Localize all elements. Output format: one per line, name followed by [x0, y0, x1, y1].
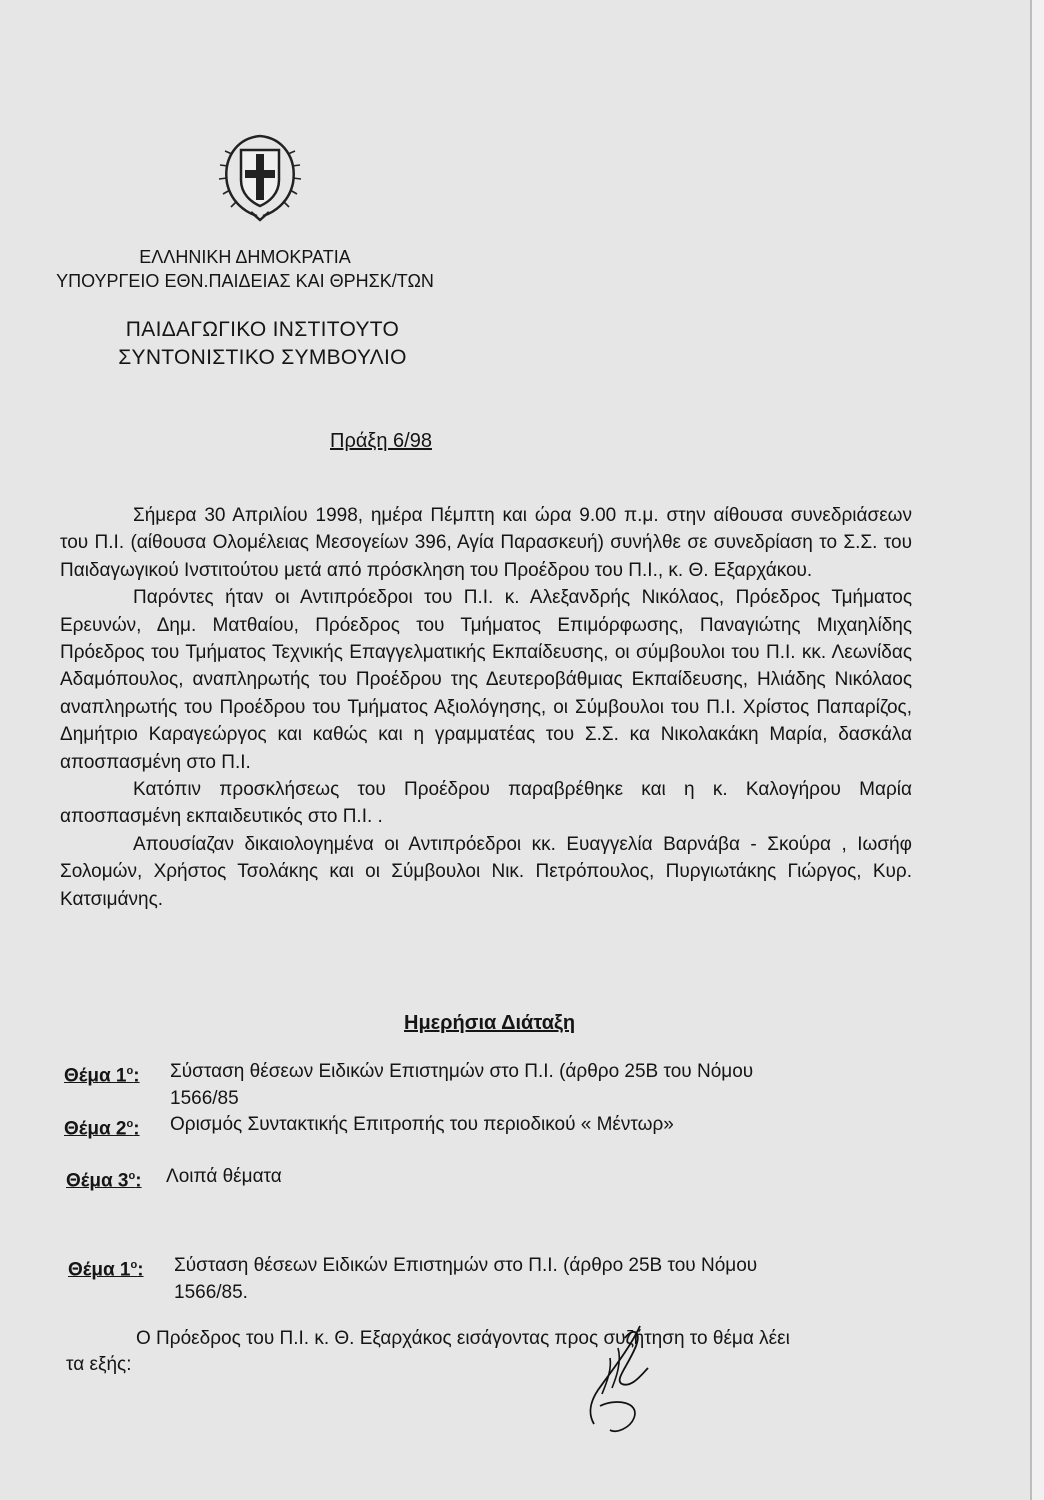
agenda-topic-text: Λοιπά θέματα: [166, 1166, 282, 1187]
ministry-name: ΥΠΟΥΡΓΕΙΟ ΕΘΝ.ΠΑΙΔΕΙΑΣ ΚΑΙ ΘΡΗΣΚ/ΤΩΝ: [56, 271, 434, 291]
absentees-paragraph: Απουσίαζαν δικαιολογημένα οι Αντιπρόεδροι κκ. Ευαγγελία Βαρνάβα - Σκούρα , Ιωσήφ Σολομών, Χρήστος Τσολάκης και οι Σύμβουλοι Νικ. Πετρόπουλος, Πυργιωτάκης Γιώργος, Κυρ. Κατσιμάνης.: [60, 833, 912, 910]
agenda-topic-label: Θέμα $1^o$:: [64, 1065, 140, 1087]
discussion-topic-text: Σύσταση θέσεων Ειδικών Επιστημών στο Π.Ι. (άρθρο 25Β του Νόμου 1566/85.: [174, 1255, 758, 1303]
agenda-title: Ημερήσια Διάταξη: [404, 1012, 576, 1034]
invited-paragraph: Κατόπιν προσκλήσεως του Προέδρου παραβρέθηκε και η κ. Καλογήρου Μαρία αποσπασμένη εκπαιδευτικός στο Π.Ι. .: [60, 779, 912, 828]
discussion-intro: [66, 1326, 926, 1378]
institute-name: ΠΑΙΔΑΓΩΓΙΚΟ ΙΝΣΤΙΤΟΥΤΟ: [125, 318, 400, 341]
opening-paragraph: Σήμερα 30 Απριλίου 1998, ημέρα Πέμπτη και ώρα 9.00 π.μ. στην αίθουσα συνεδριάσεων του Π.Ι. (αίθουσα Ολομέλειας Μεσογείων 396, Αγία Παρασκευή) συνήλθε σε συνεδρίαση το Σ.Σ. του Παιδαγωγικού Ινστιτούτου μετά από πρόσκληση του Προέδρου του Π.Ι., κ. Θ. Εξαρχάκου.: [60, 505, 912, 581]
minutes-body: [60, 502, 912, 913]
greek-coat-of-arms-emblem: [215, 128, 305, 224]
page-edge: [1032, 0, 1044, 1500]
agenda-topic-label: Θέμα $3^o$:: [66, 1170, 142, 1192]
intro-line-1: Ο Πρόεδρος του Π.Ι. κ. Θ. Εξαρχάκος εισάγοντας προς συζήτηση το θέμα λέει: [136, 1328, 790, 1349]
institute-heading: [0, 316, 525, 372]
country-name: ΕΛΛΗΝΙΚΗ ΔΗΜΟΚΡΑΤΙΑ: [139, 247, 351, 267]
letterhead: [0, 245, 490, 293]
agenda-topic-text: Σύσταση θέσεων Ειδικών Επιστημών στο Π.Ι. (άρθρο 25Β του Νόμου 1566/85: [170, 1061, 754, 1109]
attendees-paragraph: Παρόντες ήταν οι Αντιπρόεδροι του Π.Ι. κ. Αλεξανδρής Νικόλαος, Πρόεδρος Τμήματος Ερευνών, Δημ. Ματθαίου, Πρόεδρος του Τμήματος Επιμόρφωσης, Παναγιώτης Μιχαηλίδης Πρόεδρος του Τμήματος Τεχνικής Επαγγελματικής Εκπαίδευσης, οι σύμβουλοι του Π.Ι. κκ. Λεωνίδας Αδαμόπουλος, αναπληρωτής του Προέδρου της Δευτεροβάθμιας Εκπαίδευσης, Ηλιάδης Νικόλαος αναπληρωτής του Προέδρου του Τμήματος Αξιολόγησης, οι Σύμβουλοι του Π.Ι. Χρίστος Παπαρίζος, Δημήτριο Καραγεώργος και καθώς και η γραμματέας του Σ.Σ. κα Νικολακάκη Μαρία, δασκάλα αποσπασμένη στο Π.Ι.: [60, 587, 912, 773]
agenda-topic-text: Ορισμός Συντακτικής Επιτροπής του περιοδικού « Μέντωρ»: [170, 1114, 674, 1135]
intro-line-2: τα εξής:: [66, 1354, 132, 1375]
discussion-topic-label: Θέμα $1^o$:: [68, 1259, 144, 1281]
handwritten-signature: [570, 1318, 670, 1438]
act-number: Πράξη 6/98: [330, 430, 432, 452]
council-name: ΣΥΝΤΟΝΙΣΤΙΚΟ ΣΥΜΒΟΥΛΙΟ: [118, 346, 407, 369]
agenda-topic-label: Θέμα $2^o$:: [64, 1118, 140, 1140]
